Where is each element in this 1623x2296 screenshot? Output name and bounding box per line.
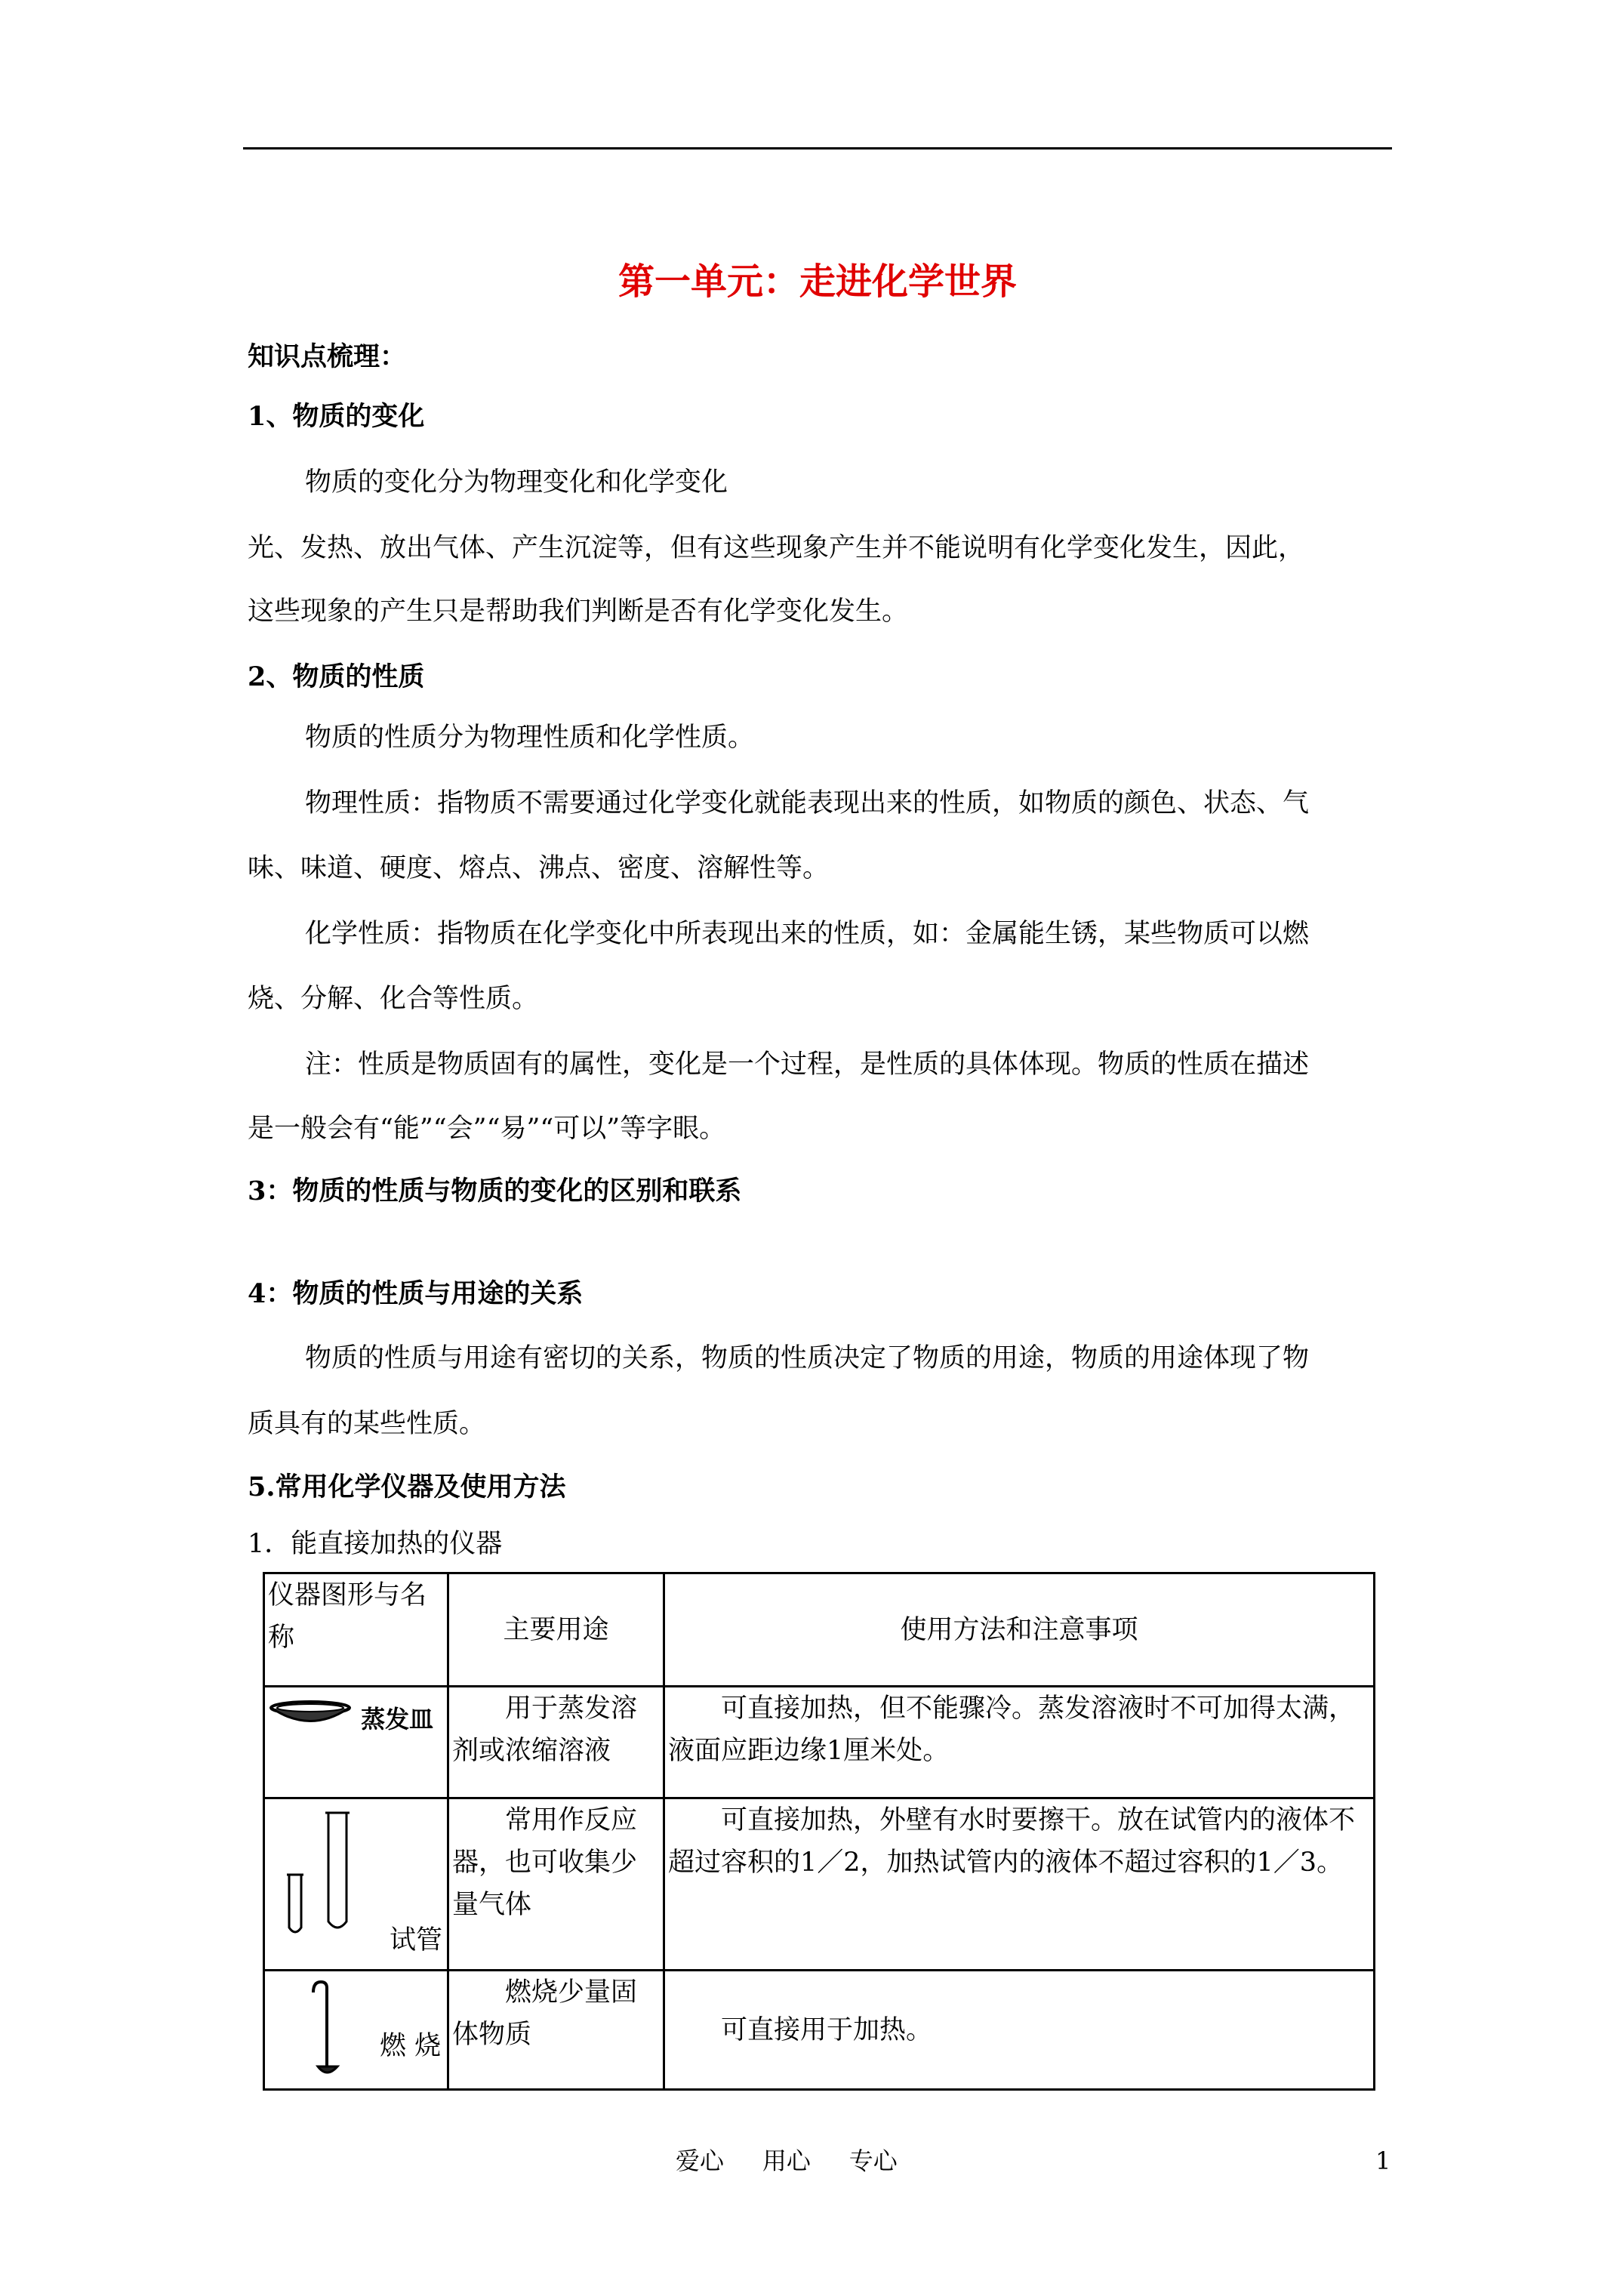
- header-rule: [243, 147, 1392, 149]
- section-4-heading: 4：物质的性质与用途的关系: [248, 1278, 584, 1309]
- instrument-name: 燃 烧: [380, 2031, 442, 2061]
- table-row: [264, 1687, 1375, 1798]
- table-header-row: [264, 1573, 1375, 1687]
- table-row: [264, 1798, 1375, 1971]
- section-3-heading: 3：物质的性质与物质的变化的区别和联系: [248, 1176, 742, 1207]
- section-4-paragraph: 物质的性质与用途有密切的关系，物质的性质决定了物质的用途，物质的用途体现了物: [305, 1343, 1310, 1373]
- table-row: [264, 1971, 1375, 2090]
- table-header-cell: 仪器图形与名称: [264, 1573, 448, 1687]
- instrument-cell: [264, 1687, 448, 1798]
- section-5-heading: 5.常用化学仪器及使用方法: [248, 1472, 566, 1502]
- instrument-cell: [264, 1971, 448, 2090]
- instrument-cell: [264, 1798, 448, 1971]
- section-4-paragraph: 质具有的某些性质。: [248, 1409, 486, 1439]
- section-2-paragraph: 化学性质：指物质在化学变化中所表现出来的性质，如：金属能生锈，某些物质可以燃: [305, 919, 1310, 949]
- page-title: 第一单元：走进化学世界: [617, 260, 1017, 303]
- table-header-cell: 使用方法和注意事项: [664, 1573, 1375, 1687]
- instrument-use: 常用作反应器，也可收集少量气体: [448, 1798, 664, 1971]
- section-1-heading: 1、物质的变化: [248, 401, 425, 432]
- section-2-paragraph: 味、味道、硬度、熔点、沸点、密度、溶解性等。: [248, 853, 830, 883]
- instrument-table: [263, 1572, 1375, 2091]
- instrument-use: 用于蒸发溶剂或浓缩溶液: [448, 1687, 664, 1798]
- section-1-paragraph: 这些现象的产生只是帮助我们判断是否有化学变化发生。: [248, 596, 909, 627]
- section-2-paragraph: 物质的性质分为物理性质和化学性质。: [305, 723, 755, 753]
- instrument-method: 可直接加热，外壁有水时要擦干。放在试管内的液体不超过容积的1／2，加热试管内的液体不超过容积的1／3。: [664, 1798, 1375, 1971]
- instrument-use: 燃烧少量固体物质: [448, 1971, 664, 2090]
- section-1-paragraph: 光、发热、放出气体、产生沉淀等，但有这些现象产生并不能说明有化学变化发生，因此，: [248, 533, 1305, 563]
- instrument-name: 蒸发皿: [361, 1705, 434, 1734]
- section-2-note: 是一般会有“能”“会”“易”“可以”等字眼。: [248, 1114, 726, 1144]
- instrument-method: 可直接用于加热。: [664, 1971, 1375, 2090]
- instrument-method: 可直接加热，但不能骤冷。蒸发溶液时不可加得太满，液面应距边缘1厘米处。: [664, 1687, 1375, 1798]
- section-2-paragraph: 烧、分解、化合等性质。: [248, 984, 539, 1014]
- overview-label: 知识点梳理：: [248, 341, 407, 372]
- section-5-subheading: 1．能直接加热的仪器: [248, 1529, 503, 1559]
- footer-motto: 爱心 用心 专心: [676, 2147, 898, 2175]
- page-number: 1: [1375, 2147, 1391, 2175]
- section-2-heading: 2、物质的性质: [248, 661, 425, 692]
- section-1-paragraph: 物质的变化分为物理变化和化学变化: [305, 467, 728, 498]
- instrument-name: 试管: [389, 1925, 442, 1955]
- section-2-note: 注：性质是物质固有的属性，变化是一个过程，是性质的具体体现。物质的性质在描述: [305, 1049, 1310, 1080]
- section-2-paragraph: 物理性质：指物质不需要通过化学变化就能表现出来的性质，如物质的颜色、状态、气: [305, 788, 1310, 818]
- test-tube-icon: [282, 1808, 357, 1949]
- table-header-cell: 主要用途: [448, 1573, 664, 1687]
- evaporating-dish-icon: [268, 1699, 353, 1742]
- combustion-spoon-icon: [307, 1977, 353, 2096]
